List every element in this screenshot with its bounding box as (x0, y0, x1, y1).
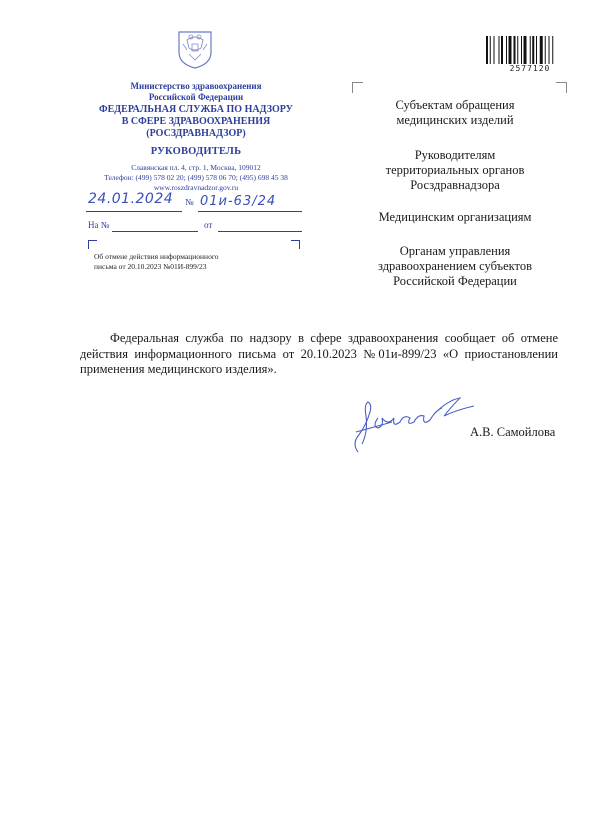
ministry-name: Министерство здравоохранения Российской Федерации (130, 81, 262, 102)
corner-mark (556, 82, 567, 93)
barcode-icon (486, 36, 574, 64)
date-underline (86, 211, 182, 212)
website: www.roszdravnadzor.gov.ru (153, 183, 239, 192)
corner-mark (352, 82, 363, 93)
service-name: ФЕДЕРАЛЬНАЯ СЛУЖБА ПО НАДЗОРУ В СФЕРЕ ЗДРАВООХРАНЕНИЯ (РОСЗДРАВНАДЗОР) (99, 104, 293, 139)
corner-mark (291, 240, 300, 249)
registration-date: 24.01.2024 (88, 191, 174, 207)
signature-icon (348, 392, 478, 456)
na-underline (112, 231, 198, 232)
na-label: На № (88, 220, 110, 230)
contacts (86, 163, 306, 193)
signer-name: А.В. Самойлова (470, 425, 556, 439)
body-paragraph: Федеральная служба по надзору в сфере здравоохранения сообщает об отмене действия информационного письма от 20.10.2023 №01и-899/23 «О приостановлении применения медицинского изделия». (80, 331, 558, 376)
addressee-1: Субъектам обращения медицинских изделий (395, 98, 515, 127)
coat-of-arms-icon (175, 26, 215, 70)
subject-text: Об отмене действия информационного письма от 20.10.2023 №01И-899/23 (94, 252, 219, 271)
phones: Телефон: (499) 578 02 20; (499) 578 06 70; (495) 698 45 38 (104, 173, 288, 182)
registration-number: 01и-63/24 (200, 194, 277, 209)
subject-block (88, 240, 300, 270)
barcode-number: 2577120 (509, 64, 551, 73)
number-label: № (185, 197, 194, 207)
addressee-3: Медицинским организациям (378, 210, 532, 224)
corner-mark (88, 240, 97, 249)
ot-underline (218, 231, 302, 232)
reference-row (88, 220, 302, 234)
addressee-4: Органам управления здравоохранением субъектов Российской Федерации (377, 244, 532, 288)
addressee-2: Руководителям территориальных органов Росздравнадзора (385, 148, 525, 192)
address: Славянская пл. 4, стр. 1, Москва, 109012 (131, 163, 261, 172)
number-underline (198, 211, 302, 212)
ot-label: от (204, 220, 213, 230)
head-title: РУКОВОДИТЕЛЬ (150, 146, 242, 157)
